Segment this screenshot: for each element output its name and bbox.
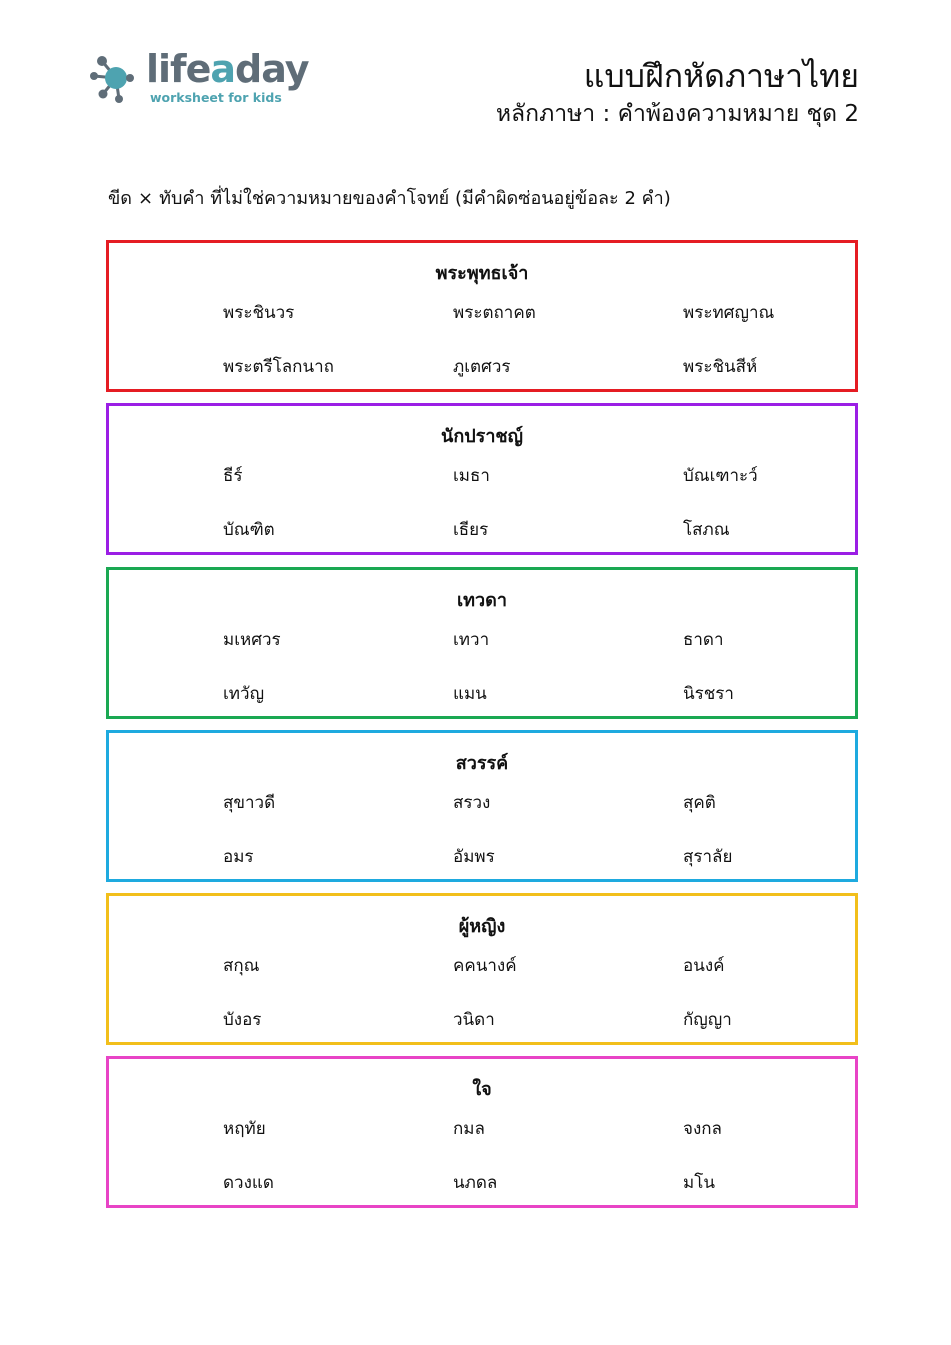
answer-option[interactable]: เทวา [453,630,490,650]
question-word: ใจ [472,1079,492,1100]
answer-option[interactable]: พระตถาคต [453,303,536,323]
question-box-3 [106,567,858,719]
instruction-before: ขีด [108,188,132,209]
page-title: แบบฝึกหัดภาษาไทย [583,57,859,95]
logo-word-accent: a [210,47,236,91]
question-box-4 [106,730,858,882]
answer-option[interactable]: พระชินสีห์ [683,357,758,377]
answer-option[interactable]: แมน [453,684,487,704]
answer-option[interactable]: เมธา [453,466,490,486]
answer-option[interactable]: สกุณ [223,956,260,976]
answer-option[interactable]: บัณฑิต [223,520,275,540]
answer-option[interactable]: อนงค์ [683,956,725,976]
answer-option[interactable]: พระทศญาณ [683,303,775,323]
answer-option[interactable]: กัญญา [683,1010,732,1030]
answer-option[interactable]: สุราลัย [683,847,733,867]
answer-option[interactable]: หฤทัย [223,1119,266,1139]
answer-option[interactable]: นิรชรา [683,684,734,704]
logo-word-prefix: life [146,47,211,91]
answer-option[interactable]: ภูเตศวร [453,357,511,377]
answer-option[interactable]: ธาดา [683,630,724,650]
answer-option[interactable]: เทวัญ [223,684,265,704]
instruction-text [108,183,671,212]
answer-option[interactable]: คคนางค์ [453,956,517,976]
logo-wordmark [146,47,309,91]
answer-option[interactable]: สุขาวดี [223,793,276,813]
instruction-after: ทับคำ ที่ไม่ใช่ความหมายของคำโจทย์ (มีคำผิดซ่อนอยู่ข้อละ 2 คำ) [159,188,671,209]
answer-option[interactable]: ธีร์ [223,466,243,486]
question-word: นักปราชญ์ [441,426,523,447]
logo-tagline: worksheet for kids [150,90,282,105]
page-subtitle: หลักภาษา : คำพ้องความหมาย ชุด 2 [495,101,859,127]
answer-option[interactable]: อมร [223,847,254,867]
question-word: เทวดา [457,590,507,611]
question-word: สวรรค์ [455,753,509,774]
answer-option[interactable]: บังอร [223,1010,262,1030]
answer-option[interactable]: พระชินวร [223,303,295,323]
answer-option[interactable]: กมล [453,1119,485,1139]
question-box-5 [106,893,858,1045]
answer-option[interactable]: โสภณ [683,520,730,540]
question-box-1 [106,240,858,392]
answer-option[interactable]: มเหศวร [223,630,281,650]
answer-option[interactable]: จงกล [683,1119,722,1139]
answer-option[interactable]: อัมพร [453,847,495,867]
logo-word-suffix: day [235,47,309,91]
answer-option[interactable]: สุคติ [683,793,716,813]
question-box-6 [106,1056,858,1208]
answer-option[interactable]: ดวงแด [223,1173,274,1193]
question-word: ผู้หญิง [458,916,506,937]
answer-option[interactable]: นภดล [453,1173,498,1193]
cross-mark-icon: × [138,188,154,209]
answer-option[interactable]: พระตรีโลกนาถ [223,357,334,377]
question-box-2 [106,403,858,555]
question-word: พระพุทธเจ้า [435,263,529,284]
brand-logo [90,47,310,110]
answer-option[interactable]: มโน [683,1173,715,1193]
answer-option[interactable]: เธียร [453,520,489,540]
answer-option[interactable]: วนิดา [453,1010,495,1030]
answer-option[interactable]: บัณเฑาะว์ [683,466,758,486]
answer-option[interactable]: สรวง [453,793,491,813]
molecule-logo-icon [90,50,146,106]
